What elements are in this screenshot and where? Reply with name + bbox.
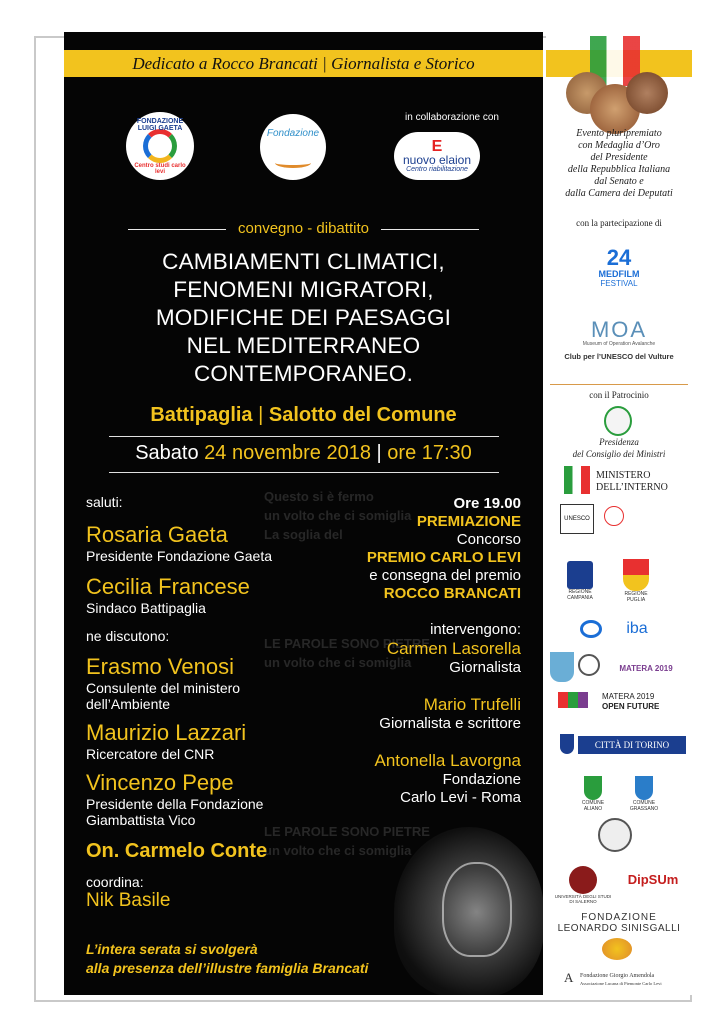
logo-text: Museum of Operation Avalanche	[582, 341, 656, 347]
caption-line: con Medaglia d’Oro	[578, 140, 660, 151]
logo-text: CITTÀ DI TORINO	[594, 740, 670, 750]
logo-text: nuovo elaion	[402, 152, 472, 167]
emblem-icon	[604, 506, 624, 526]
emblem-icon	[578, 654, 600, 676]
closing-note	[86, 940, 526, 978]
bg-text-line: un volto che ci somiglia	[264, 843, 412, 858]
title-line: CONTEMPORANEO.	[193, 361, 414, 386]
event-type-label: convegno - dibattito	[238, 220, 369, 237]
speaker-name: Maurizio Lazzari	[86, 720, 247, 745]
logo-text: MEDFILM	[598, 268, 640, 279]
moderator-name: Nik Basile	[86, 890, 171, 911]
closing-line: alla presenza dell’illustre famiglia Brancati	[86, 960, 369, 976]
award-name: ROCCO BRANCATI	[383, 585, 521, 602]
speaker-name: Antonella Lavorgna	[374, 751, 521, 770]
comune-aliano-logo	[576, 772, 610, 816]
speaker-role: dell’Ambiente	[86, 696, 171, 712]
venue	[64, 404, 543, 427]
logo-text: MATERA 2019	[619, 663, 673, 673]
patrocinio-label: con il Patrocinio	[589, 390, 649, 400]
caption-line: MINISTERO	[596, 470, 651, 481]
medfilm-logo	[584, 244, 654, 290]
title-line: CAMBIAMENTI CLIMATICI,	[162, 249, 445, 274]
divider	[109, 436, 499, 437]
bg-text-line: un volto che ci somiglia	[264, 508, 412, 523]
date-day: Sabato	[135, 442, 199, 464]
title-line: NEL MEDITERRANEO	[186, 333, 421, 358]
crest-icon	[584, 776, 602, 800]
divider	[109, 472, 499, 473]
sinisgalli-logo	[546, 912, 692, 934]
open-future-icon	[558, 692, 588, 708]
sponsor-sidebar	[546, 32, 692, 995]
bg-text-line: LE PAROLE SONO PIETRE	[264, 824, 430, 839]
separator: |	[258, 404, 269, 426]
date-time: ore 17:30	[387, 442, 472, 464]
amendola-icon: A	[564, 970, 574, 985]
caption-line: dalla Camera dei Deputati	[565, 188, 673, 199]
crest-icon	[635, 776, 653, 800]
event-title	[64, 248, 543, 388]
award-name: PREMIO CARLO LEVI	[366, 549, 521, 566]
crest-icon	[550, 652, 574, 682]
moa-logo	[576, 316, 662, 350]
speaker-role: Ricercatore del CNR	[86, 746, 215, 762]
event-date	[64, 442, 543, 465]
comune-grassano-logo	[624, 772, 664, 816]
caption-line: Evento pluripremiato	[576, 128, 662, 139]
caption-line: della Repubblica Italiana	[567, 164, 671, 175]
logo-text: LEONARDO SINISGALLI	[557, 923, 681, 934]
seal-icon	[598, 818, 632, 852]
logo-text: FONDAZIONE	[581, 912, 657, 923]
discutono-label: ne discutono:	[86, 628, 170, 644]
dipsum-logo	[622, 868, 684, 890]
citta-torino-logo	[578, 736, 686, 754]
logo-text: FONDAZIONE LUIGI GAETA	[136, 118, 184, 132]
speaker-name: Mario Trufelli	[423, 695, 521, 714]
logo-text: DI SALERNO	[569, 899, 597, 904]
iba-logo	[612, 618, 662, 640]
award-time: Ore 19.00	[453, 495, 521, 512]
caption-line: del Presidente	[590, 152, 648, 163]
award-text: e consegna del premio	[369, 567, 521, 584]
shield-icon	[623, 559, 649, 591]
speaker-role: Carlo Levi - Roma	[400, 789, 521, 806]
caption-line: dal Senato e	[594, 176, 644, 187]
amendola-logo	[580, 972, 690, 988]
speaker-role: Consulente del ministero	[86, 680, 241, 696]
divider	[381, 229, 479, 230]
speaker-role: Presidente Fondazione Gaeta	[86, 548, 273, 564]
bg-text-line: Questo si è fermo	[264, 489, 374, 504]
shield-icon	[567, 561, 593, 589]
honorable-guest: On. Carmelo Conte	[86, 840, 268, 862]
logo-text: DipSUm	[627, 871, 679, 887]
logo-text: COMUNE ALIANO	[581, 800, 605, 812]
fondazione-logo	[260, 114, 326, 180]
sun-icon	[602, 938, 632, 960]
open-future-label	[602, 692, 659, 712]
title-line: MODIFICHE DEI PAESAGGI	[155, 305, 452, 330]
caption-line: DELL’INTERNO	[596, 482, 668, 493]
speaker-role: Giornalista e scrittore	[379, 715, 521, 732]
dedication-banner: Dedicato a Rocco Brancati | Giornalista e Storico	[64, 50, 543, 77]
logo-text: MOA	[590, 317, 648, 342]
speaker-name: Erasmo Venosi	[86, 654, 234, 679]
speaker-name: Vincenzo Pepe	[86, 770, 234, 795]
logo-text: REGIONE CAMPANIA	[567, 589, 593, 601]
logo-text: FESTIVAL	[600, 278, 638, 288]
logo-text: UNIVERSITÀ DEGLI STUDI	[554, 894, 612, 899]
caption-line: Presidenza	[599, 437, 639, 447]
divider	[128, 229, 226, 230]
regione-campania-logo	[560, 560, 600, 602]
speaker-role: Presidente della Fondazione	[86, 796, 264, 812]
seal-icon	[569, 866, 597, 894]
logo-text: REGIONE PUGLIA	[624, 591, 648, 603]
logo-row	[64, 112, 543, 197]
award-text: Concorso	[456, 531, 521, 548]
logo-text: iba	[626, 620, 648, 637]
speaker-role: Giornalista	[449, 659, 521, 676]
separator: |	[376, 442, 382, 464]
bg-text-line: LE PAROLE SONO PIETRE	[264, 636, 430, 651]
medal-icon	[626, 72, 668, 114]
logo-text: Centro studi carlo levi	[134, 163, 186, 175]
logo-text: UNESCO	[564, 516, 590, 522]
ministero-label	[596, 470, 668, 494]
poster	[64, 32, 543, 995]
saluti-label: saluti:	[86, 494, 123, 510]
fondazione-gaeta-logo	[126, 112, 194, 180]
award-section	[271, 495, 521, 807]
closing-line: L’intera serata si svolgerà	[86, 941, 258, 957]
intervengono-label: intervengono:	[430, 621, 521, 638]
event-type	[64, 220, 543, 237]
speaker-role: Fondazione	[442, 771, 521, 788]
rings-icon	[143, 129, 177, 163]
unesco-club-label: Club per l’UNESCO del Vulture	[564, 352, 674, 361]
award-caption	[546, 128, 692, 200]
e-icon: E	[431, 137, 443, 155]
presidenza-label	[546, 436, 692, 460]
caption-line: del Consiglio dei Ministri	[572, 449, 666, 459]
speaker-role: Giambattista Vico	[86, 812, 196, 828]
caption-line: OPEN FUTURE	[602, 702, 660, 711]
speaker-name: Carmen Lasorella	[386, 639, 521, 658]
venue-place: Salotto del Comune	[268, 404, 457, 426]
matera-logo	[606, 656, 686, 680]
flag-icon	[564, 466, 590, 494]
logo-text: Centro riabilitazione	[406, 165, 468, 173]
unisa-logo	[550, 862, 616, 908]
bg-text-line: La soglia del	[264, 527, 343, 542]
award-heading: PREMIAZIONE	[416, 513, 521, 530]
caption-line: MATERA 2019	[602, 692, 655, 701]
emblem-icon	[604, 406, 632, 436]
partecipazione-label: con la partecipazione di	[576, 218, 662, 228]
logo-text: Fondazione Giorgio Amendola	[580, 973, 655, 979]
collaboration-label: in collaborazione con	[405, 112, 499, 123]
logo-text: COMUNE GRASSANO	[629, 800, 659, 812]
divider	[550, 384, 688, 385]
date-value: 24 novembre 2018	[204, 442, 371, 464]
speaker-role: Sindaco Battipaglia	[86, 600, 206, 616]
unesco-logo	[560, 504, 594, 534]
nuovo-elaion-logo	[394, 132, 480, 180]
logo-text: Associazione Lucana di Piemonte Carlo Levi	[580, 981, 662, 986]
face-icon	[275, 158, 311, 168]
title-line: FENOMENI MIGRATORI,	[173, 277, 434, 302]
bg-text-line: un volto che ci somiglia	[264, 655, 412, 670]
speaker-name: Rosaria Gaeta	[86, 522, 228, 547]
regione-puglia-logo	[616, 558, 656, 604]
logo-text: 24	[606, 244, 632, 270]
venue-city: Battipaglia	[150, 404, 253, 426]
speaker-name: Cecilia Francese	[86, 574, 250, 599]
logo-text: Fondazione	[266, 128, 320, 139]
cnr-icon	[580, 620, 602, 638]
coordina-label: coordina:	[86, 874, 144, 890]
torino-crest-icon	[560, 734, 574, 754]
